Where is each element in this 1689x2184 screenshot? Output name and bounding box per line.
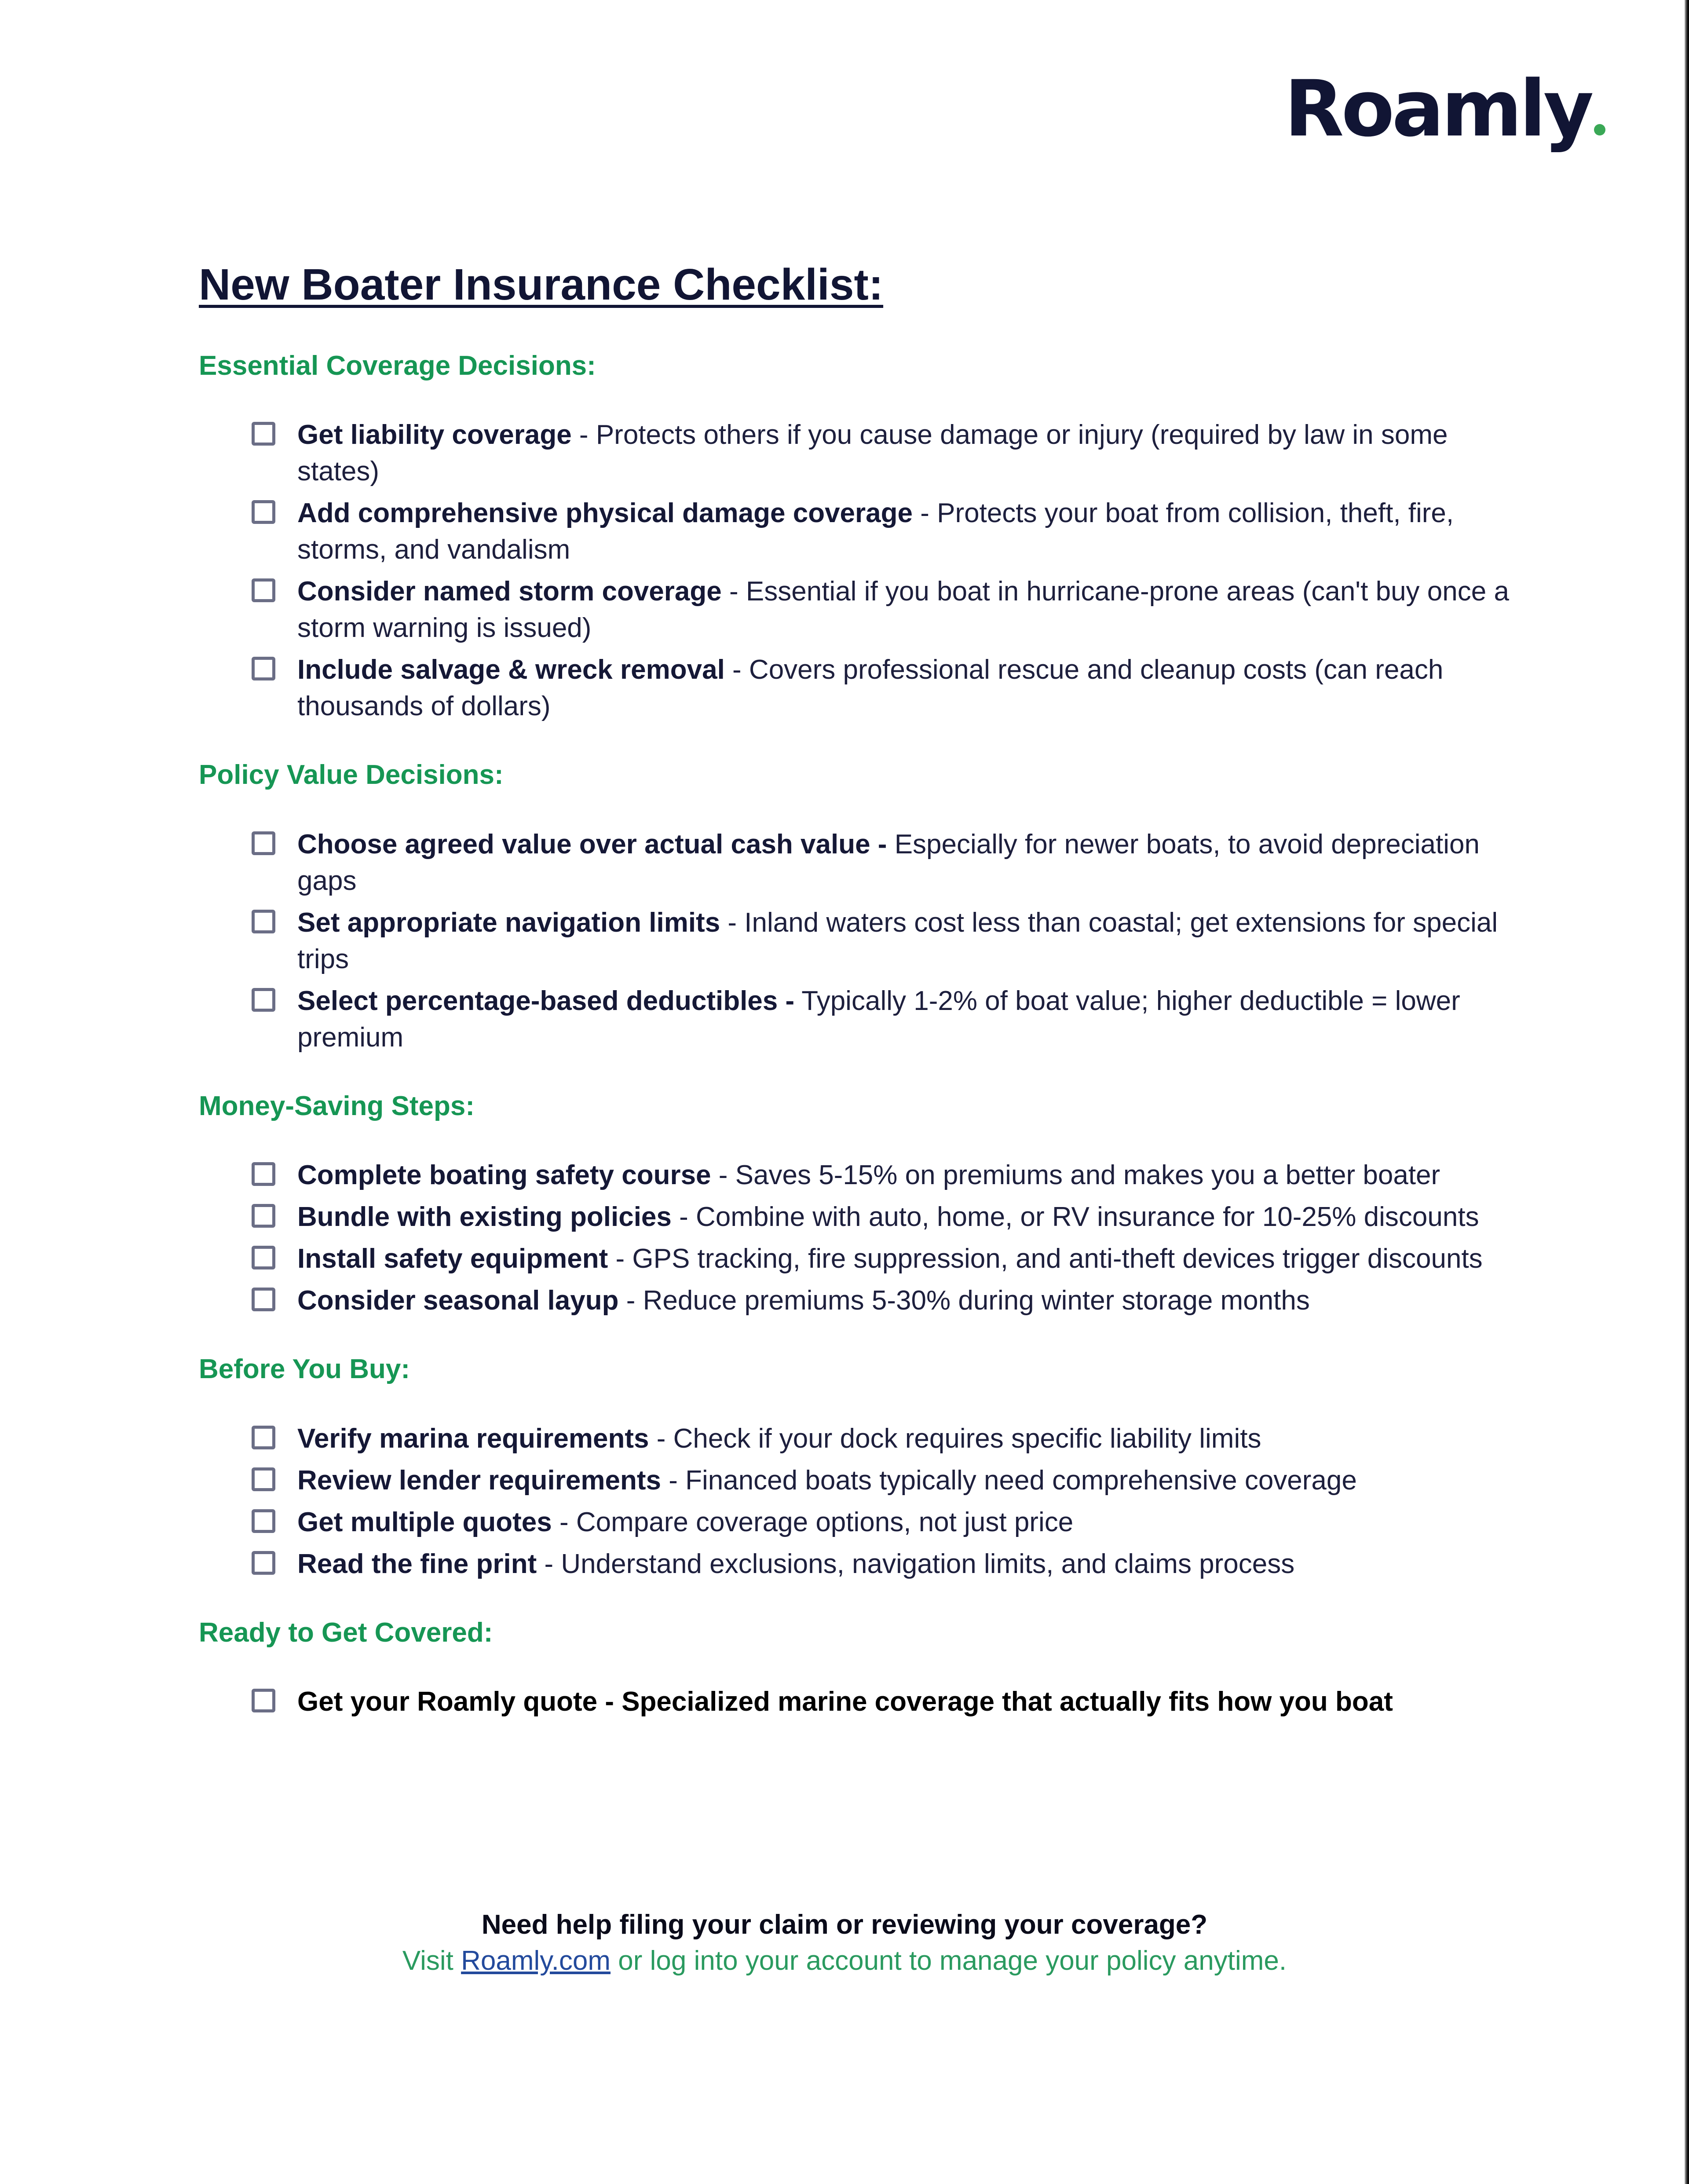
- item-text: [297, 983, 1510, 1056]
- item-text: [297, 573, 1510, 646]
- checklist-item: [252, 826, 1510, 899]
- item-text: [297, 1282, 1510, 1319]
- checklist-item: [252, 573, 1510, 646]
- item-text: [297, 417, 1510, 490]
- item-title: Complete boating safety course: [297, 1160, 711, 1191]
- checkbox-unchecked-icon[interactable]: [252, 1246, 275, 1269]
- checklist-item: [252, 651, 1510, 724]
- item-text: [297, 1504, 1510, 1540]
- item-text: [297, 1546, 1510, 1582]
- roamly-website-link[interactable]: Roamly.com: [461, 1946, 611, 1976]
- checklist-item: [252, 1420, 1510, 1457]
- item-description: Essential if you boat in hurricane-prone areas (can't buy once a storm warning is issued): [297, 576, 1509, 644]
- item-title: Select percentage-based deductibles -: [297, 985, 795, 1016]
- item-text: [297, 1683, 1510, 1720]
- item-title: Get your Roamly quote - Specialized marine coverage that actually fits how you boat: [297, 1686, 1393, 1717]
- item-text: [297, 1240, 1510, 1277]
- checklist-item: [252, 983, 1510, 1056]
- item-separator: -: [537, 1548, 561, 1579]
- item-text: [297, 1157, 1510, 1193]
- checkbox-unchecked-icon[interactable]: [252, 1509, 275, 1533]
- page-edge: [1685, 0, 1689, 2184]
- checkbox-unchecked-icon[interactable]: [252, 831, 275, 855]
- item-separator: -: [720, 907, 745, 938]
- item-separator: -: [571, 420, 596, 450]
- checkbox-unchecked-icon[interactable]: [252, 988, 275, 1012]
- checkbox-unchecked-icon[interactable]: [252, 1551, 275, 1575]
- item-title: Get multiple quotes: [297, 1507, 552, 1537]
- checkbox-unchecked-icon[interactable]: [252, 910, 275, 933]
- item-title: Add comprehensive physical damage coverage: [297, 498, 913, 529]
- item-separator: -: [721, 576, 746, 607]
- item-text: [297, 1420, 1510, 1457]
- checklist-essential-coverage: [252, 417, 1510, 724]
- checklist-item: [252, 1282, 1510, 1319]
- checkbox-unchecked-icon[interactable]: [252, 1204, 275, 1228]
- checklist-item: [252, 495, 1510, 568]
- item-text: [297, 1199, 1510, 1235]
- section-heading-money-saving: Money-Saving Steps:: [199, 1090, 475, 1121]
- footer: [0, 1907, 1689, 1979]
- logo-dot-icon: [1594, 124, 1605, 135]
- item-separator: -: [608, 1244, 632, 1274]
- item-separator: -: [649, 1423, 673, 1454]
- item-description: Typically 1-2% of boat value; higher deductible = lower premium: [297, 985, 1460, 1053]
- checklist-policy-value: [252, 826, 1510, 1056]
- item-description: Reduce premiums 5-30% during winter storage months: [643, 1285, 1310, 1316]
- section-heading-before-you-buy: Before You Buy:: [199, 1354, 410, 1385]
- checkbox-unchecked-icon[interactable]: [252, 1689, 275, 1712]
- item-separator: -: [618, 1285, 643, 1316]
- checkbox-unchecked-icon[interactable]: [252, 578, 275, 602]
- item-title: Consider named storm coverage: [297, 576, 722, 607]
- checklist-item: [252, 1546, 1510, 1582]
- checklist-item: [252, 1240, 1510, 1277]
- item-description: Saves 5-15% on premiums and makes you a better boater: [735, 1160, 1440, 1191]
- item-description: Compare coverage options, not just price: [576, 1507, 1074, 1537]
- item-title: Get liability coverage: [297, 420, 572, 450]
- checklist-ready-to-get-covered: [252, 1683, 1510, 1720]
- item-description: Check if your dock requires specific liability limits: [673, 1423, 1261, 1454]
- item-text: [297, 495, 1510, 568]
- item-title: Install safety equipment: [297, 1244, 608, 1274]
- footer-line: [0, 1943, 1689, 1979]
- section-heading-ready-to-get-covered: Ready to Get Covered:: [199, 1617, 493, 1648]
- item-text: [297, 1462, 1510, 1499]
- checklist-item: [252, 1157, 1510, 1193]
- checkbox-unchecked-icon[interactable]: [252, 1467, 275, 1491]
- item-separator: -: [671, 1202, 696, 1233]
- item-description: GPS tracking, fire suppression, and anti-theft devices trigger discounts: [632, 1244, 1483, 1274]
- item-separator: -: [552, 1507, 576, 1537]
- item-text: [297, 826, 1510, 899]
- checkbox-unchecked-icon[interactable]: [252, 1288, 275, 1311]
- item-title: Verify marina requirements: [297, 1423, 649, 1454]
- checklist-item: [252, 417, 1510, 490]
- footer-prefix: Visit: [402, 1946, 461, 1976]
- section-heading-essential-coverage: Essential Coverage Decisions:: [199, 351, 596, 381]
- item-separator: [887, 829, 894, 860]
- item-description: Covers professional rescue and cleanup costs (can reach thousands of dollars): [297, 655, 1444, 722]
- item-separator: -: [711, 1160, 735, 1191]
- footer-question: Need help filing your claim or reviewing your coverage?: [481, 1910, 1208, 1940]
- item-description: Especially for newer boats, to avoid depreciation gaps: [297, 829, 1480, 896]
- checklist-item-get-quote: [252, 1683, 1510, 1720]
- checkbox-unchecked-icon[interactable]: [252, 1162, 275, 1186]
- checkbox-unchecked-icon[interactable]: [252, 422, 275, 446]
- checklist-item: [252, 1199, 1510, 1235]
- checklist-item: [252, 1462, 1510, 1499]
- roamly-logo: [1284, 64, 1605, 154]
- item-separator: -: [913, 498, 937, 529]
- item-title: Consider seasonal layup: [297, 1285, 619, 1316]
- item-description: Protects your boat from collision, theft, fire, storms, and vandalism: [297, 498, 1454, 565]
- item-description: Combine with auto, home, or RV insurance for 10-25% discounts: [696, 1202, 1479, 1233]
- logo-wordmark: Roamly: [1284, 64, 1591, 154]
- item-text: [297, 904, 1510, 977]
- checklist-item: [252, 1504, 1510, 1540]
- item-description: Financed boats typically need comprehensive coverage: [685, 1465, 1357, 1496]
- checklist-money-saving: [252, 1157, 1510, 1319]
- checklist-before-you-buy: [252, 1420, 1510, 1582]
- checkbox-unchecked-icon[interactable]: [252, 1426, 275, 1449]
- item-separator: -: [661, 1465, 686, 1496]
- item-title: Include salvage & wreck removal: [297, 655, 725, 685]
- checklist-document: [199, 260, 1510, 1754]
- checkbox-unchecked-icon[interactable]: [252, 657, 275, 680]
- item-title: Choose agreed value over actual cash value -: [297, 829, 887, 860]
- item-title: Bundle with existing policies: [297, 1202, 672, 1233]
- item-separator: [794, 986, 801, 1016]
- item-title: Read the fine print: [297, 1548, 537, 1579]
- item-description: Protects others if you cause damage or injury (required by law in some states): [297, 420, 1448, 487]
- item-separator: -: [724, 655, 749, 685]
- item-text: [297, 651, 1510, 724]
- footer-suffix: or log into your account to manage your policy anytime.: [611, 1946, 1287, 1976]
- section-heading-policy-value: Policy Value Decisions:: [199, 760, 504, 790]
- item-title: Set appropriate navigation limits: [297, 907, 720, 938]
- checklist-item: [252, 904, 1510, 977]
- item-title: Review lender requirements: [297, 1465, 661, 1496]
- page-title: New Boater Insurance Checklist:: [199, 260, 884, 309]
- item-description: Inland waters cost less than coastal; get extensions for special trips: [297, 907, 1498, 974]
- item-description: Understand exclusions, navigation limits, and claims process: [561, 1548, 1295, 1579]
- checkbox-unchecked-icon[interactable]: [252, 500, 275, 524]
